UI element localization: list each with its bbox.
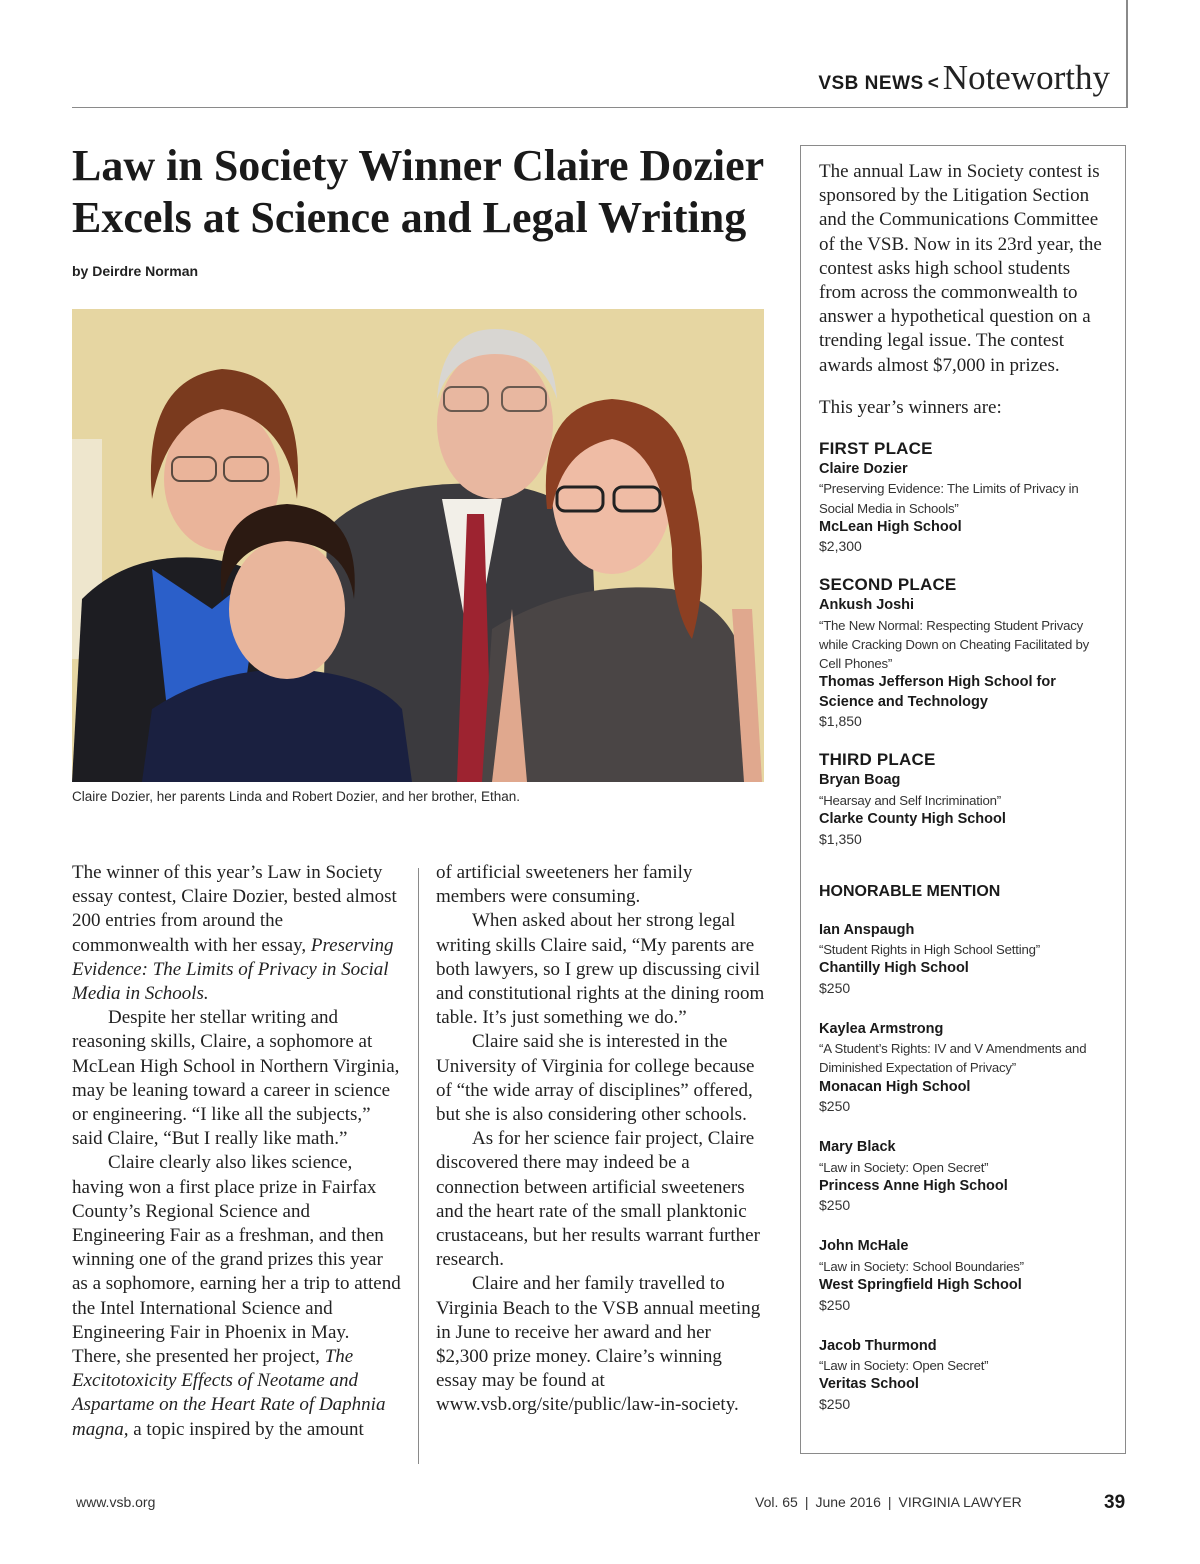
place-heading: SECOND PLACE: [819, 575, 957, 595]
winners-sidebar: [800, 145, 1126, 1454]
school-name: Thomas Jefferson High School for Science and Technology: [819, 674, 1056, 710]
winner-name: Bryan Boag: [819, 772, 901, 789]
winner-first-place: [819, 438, 1111, 556]
school-name: Veritas School: [819, 1376, 919, 1393]
byline: by Deirdre Norman: [72, 263, 199, 279]
paragraph: [72, 861, 402, 1006]
place-heading: THIRD PLACE: [819, 750, 936, 770]
essay-title: “Preserving Evidence: The Limits of Privacy in Social Media in Schools”: [819, 481, 1079, 516]
prize-amount: $250: [819, 979, 851, 996]
paragraph: of artificial sweeteners her family members were consuming.: [436, 862, 693, 908]
honorable-mention-entry: [819, 921, 1111, 998]
essay-title: “A Student’s Rights: IV and V Amendments and Diminished Expectation of Privacy”: [819, 1041, 1087, 1076]
prize-amount: $250: [819, 1395, 851, 1412]
photo-caption: Claire Dozier, her parents Linda and Robert Dozier, and her brother, Ethan.: [72, 789, 521, 804]
paragraph: Claire and her family travelled to Virginia Beach to the VSB annual meeting in June to receive her award and her $2,300 prize money. Claire’s winning essay may be found at www.vsb.org/site/public/law-in-society.: [436, 1273, 761, 1416]
project-title-italic: The Excitotoxicity Effects of Neotame and Aspartame on the Heart Rate of Daphnia magna,: [72, 1346, 386, 1440]
essay-title: “The New Normal: Respecting Student Privacy while Cracking Down on Cheating Facilitated by Cell Phones”: [819, 617, 1090, 672]
honorable-mention-entry: [819, 1337, 1111, 1414]
school-name: Princess Anne High School: [819, 1177, 1008, 1194]
paragraph: When asked about her strong legal writing skills Claire said, “My parents are both lawyers, so I grew up discussing civil and constitutional rights at the dining room table. It’s just something we do.”: [436, 910, 765, 1029]
footer-website: www.vsb.org: [76, 1494, 156, 1510]
essay-title: “Law in Society: Open Secret”: [819, 1358, 989, 1374]
winner-third-place: [819, 749, 1111, 848]
winner-second-place: [819, 574, 1111, 731]
section-header: [818, 58, 1110, 98]
footer-publication: VIRGINIA LAWYER: [898, 1494, 1022, 1510]
winners-intro: This year’s winners are:: [819, 396, 1002, 418]
header-rule: [72, 107, 1128, 108]
essay-title: “Student Rights in High School Setting”: [819, 942, 1040, 958]
school-name: Monacan High School: [819, 1078, 971, 1095]
sidebar-intro: The annual Law in Society contest is sponsored by the Litigation Section and the Communications Committee of the VSB. Now in its 23rd year, the contest asks high school students from across the commonwealth to answer a hypothetical question on a trending legal issue. The contest awards almost $7,000 in prizes.: [819, 161, 1102, 376]
column-divider: [418, 868, 419, 1464]
winner-name: Claire Dozier: [819, 460, 908, 477]
essay-title-italic: Preserving Evidence: The Limits of Privacy in Social Media in Schools.: [72, 934, 394, 1005]
honorable-mention-heading: HONORABLE MENTION: [819, 882, 1001, 900]
footer-volume: Vol. 65: [755, 1494, 798, 1510]
article-title: Law in Society Winner Claire Dozier Excels at Science and Legal Writing: [72, 141, 764, 242]
paragraph: As for her science fair project, Claire discovered there may indeed be a connection between artificial sweeteners and the heart rate of the small planktonic crustaceans, but her results warrant further research.: [436, 1128, 760, 1271]
prize-amount: $250: [819, 1197, 851, 1214]
winner-name: Jacob Thurmond: [819, 1337, 937, 1354]
paragraph-text: Claire clearly also likes science, having won a first place prize in Fairfax County’s Regional Science and Engineering Fair as a freshman, and then winning one of the grand prizes this year as a sophomore, earning her a trip to attend the Intel International Science and Engineering Fair in Phoenix in May. There, she presented her project,: [72, 1152, 401, 1368]
subsection-label: Noteworthy: [942, 58, 1110, 97]
winner-name: Mary Black: [819, 1139, 896, 1156]
place-heading: FIRST PLACE: [819, 438, 933, 458]
winner-name: Ankush Joshi: [819, 597, 915, 614]
page-number: 39: [1104, 1492, 1126, 1513]
winner-name: Ian Anspaugh: [819, 921, 915, 938]
essay-title: “Hearsay and Self Incrimination”: [819, 792, 1001, 808]
essay-title: “Law in Society: School Boundaries”: [819, 1258, 1024, 1274]
school-name: McLean High School: [819, 518, 962, 535]
prize-amount: $2,300: [819, 538, 862, 555]
school-name: Chantilly High School: [819, 960, 969, 977]
essay-title: “Law in Society: Open Secret”: [819, 1159, 989, 1175]
prize-amount: $250: [819, 1296, 851, 1313]
paragraph-text: a topic inspired by the amount: [128, 1418, 364, 1440]
footer-date: June 2016: [815, 1494, 881, 1510]
paragraph: [72, 1151, 402, 1441]
honorable-mention-entry: [819, 1020, 1111, 1116]
prize-amount: $1,850: [819, 713, 862, 730]
paragraph-text: The winner of this year’s Law in Society essay contest, Claire Dozier, bested almost 200 entries from around the commonwealth with her essay,: [72, 862, 397, 956]
honorable-mention-entry: [819, 1138, 1111, 1215]
article-column-1: [72, 861, 402, 1442]
article-column-2: [436, 861, 766, 1418]
paragraph: Claire said she is interested in the University of Virginia for college because of “the wide array of disciplines” offered, but she is also considering other schools.: [436, 1031, 755, 1126]
honorable-mention-entry: [819, 1237, 1111, 1314]
winner-name: John McHale: [819, 1238, 909, 1255]
school-name: West Springfield High School: [819, 1277, 1022, 1294]
prize-amount: $1,350: [819, 830, 862, 847]
prize-amount: $250: [819, 1098, 851, 1115]
winner-name: Kaylea Armstrong: [819, 1020, 944, 1037]
footer-issue-info: Vol. 65 | June 2016 | VIRGINIA LAWYER: [755, 1494, 1022, 1510]
school-name: Clarke County High School: [819, 811, 1006, 828]
section-label: VSB NEWS: [818, 73, 924, 94]
paragraph: Despite her stellar writing and reasoning skills, Claire, a sophomore at McLean High School in Northern Virginia, may be leaning toward a career in science or engineering. “I like all the subjects,” said Claire, “But I really like math.”: [72, 1007, 400, 1150]
family-photo: [72, 309, 764, 782]
section-separator: <: [927, 73, 939, 94]
header-vertical-rule: [1126, 0, 1128, 108]
family-photo-illustration: [72, 309, 764, 782]
